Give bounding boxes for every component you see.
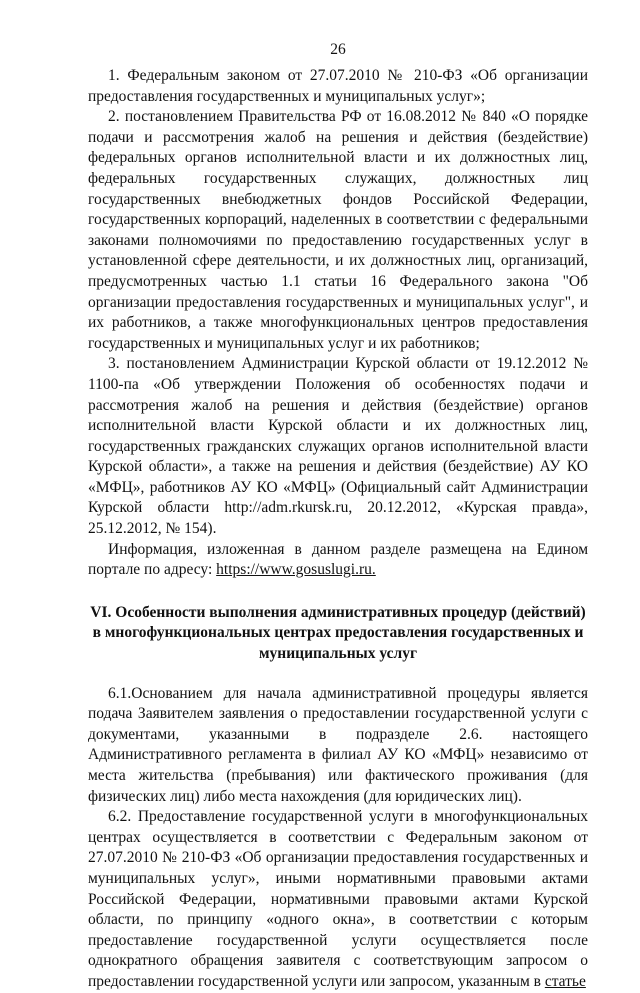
- section-heading: VI. Особенности выполнения административных процедур (действий) в многофункциональных центрах предоставления государственных и муниципальных услуг: [90, 603, 586, 663]
- page-number: 26: [330, 41, 346, 58]
- paragraph-6-1: 6.1.Основанием для начала административной процедуры является подача Заявителем заявления о предоставлении государственной услуги с документами, указанными в подразделе 2.6. настоящего Административного регламента в филиал АУ КО «МФЦ» независимо от места жительства (пребывания) или фактического проживания (для физических лиц) либо места нахождения (для юридических лиц).: [88, 684, 588, 805]
- info-text: Информация, изложенная в данном разделе размещена на Едином портале по адресу:: [88, 540, 588, 579]
- gosuslugi-link[interactable]: https://www.gosuslugi.ru.: [216, 561, 376, 579]
- paragraph-6-2-text: 6.2. Предоставление государственной услуги в многофункциональных центрах осуществляется в соответствии с Федеральным законом от 27.07.2010 № 210-ФЗ «Об организации предоставления государственных и муниципальных услуг», иными нормативными правовыми актами Российской Федерации, нормативными правовыми актами Курской области, по принципу «одного окна», в соответствии с которым предоставление государственной услуги осуществляется после однократного обращения заявителя с соответствующим запросом о предоставлении государственной услуги или запросом, указанным в: [88, 808, 588, 990]
- paragraph-6-2-underlined-word: статье: [544, 972, 586, 990]
- info-paragraph: [88, 540, 588, 581]
- list-item-government-decree: 2. постановлением Правительства РФ от 16.08.2012 № 840 «О порядке подачи и рассмотрения жалоб на решения и действия (бездействие) федеральных органов исполнительной власти и их должностных лиц, федеральных государственных служащих, должностных лиц государственных внебюджетных фондов Российской Федерации, государственных корпораций, наделенных в соответствии с федеральными законами полномочиями по предоставлению государственных услуг в установленной сфере деятельности, и их должностных лиц, организаций, предусмотренных частью 1.1 статьи 16 Федерального закона "Об организации предоставления государственных и муниципальных услуг", и их работников, а также многофункциональных центров предоставления государственных и муниципальных услуг и их работников;: [88, 108, 588, 352]
- list-item-administration-decree: 3. постановлением Администрации Курской области от 19.12.2012 № 1100-па «Об утверждении Положения об особенностях подачи и рассмотрения жалоб на решения и действия (бездействие) органов исполнительной власти Курской области и их должностных лиц, государственных гражданских служащих органов исполнительной власти Курской области», а также на решения и действия (бездействие) АУ КО «МФЦ», работников АУ КО «МФЦ» (Официальный сайт Администрации Курской области http://adm.rkursk.ru, 20.12.2012, «Курская правда», 25.12.2012, № 154).: [88, 355, 588, 538]
- list-item-federal-law: 1. Федеральным законом от 27.07.2010 № 210-ФЗ «Об организации предоставления государственных и муниципальных услуг»;: [88, 67, 588, 105]
- paragraph-6-2: [88, 807, 588, 992]
